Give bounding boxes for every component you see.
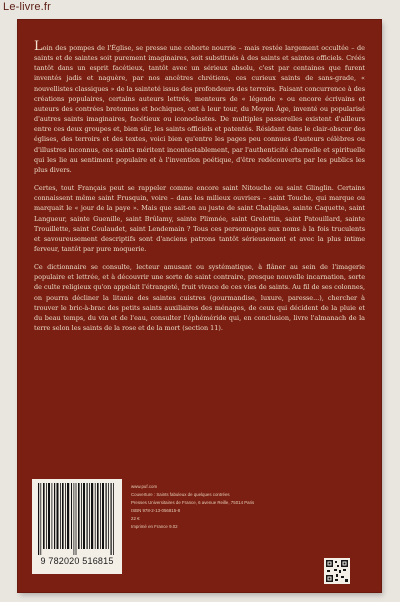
barcode-bars-icon: [36, 481, 118, 556]
barcode-number: 9 782020 516815: [40, 556, 114, 566]
qr-pattern-icon: [324, 558, 350, 584]
info-line: 22 €: [131, 516, 140, 522]
blurb-text: [34, 39, 365, 333]
info-line: ISBN 978-2-13-056815-8: [131, 508, 181, 514]
info-line: Presses Universitaires de France, 6 avenue Reille, 75014 Paris: [131, 500, 255, 506]
drop-cap: L: [34, 39, 43, 54]
blurb-paragraph-1: [34, 39, 365, 175]
paragraph-1-text: oin des pompes de l'Église, se presse une cohorte nourrie – mais restée largement occultée – de saints et de saintes soit purement imaginaires, soit substitués à des saints et saintes officiels. Créés tantôt dans un esprit facétieux, tantôt avec un sérieux absolu, c'est par centaines que furent inventés jadis et naguère, par nos ancêtres chrétiens, ces curieux saints de sans-grade, « nouvellistes classiques » de la sainteté issus des profondeurs des terroirs. Faisant concurrence à des créations populaires, certains auteurs lettrés, menteurs de « légende » ou encore écrivains et auteurs des contrées bretonnes et bochiques, ont à leur tour, du Moyen Âge, inventé ou popularisé d'autres saints imaginaires, facétieux ou iconoclastes. De multiples passerelles existent d'ailleurs entre ces deux groupes et, bien sûr, les saints officiels et patentés. Résidant dans le clair-obscur des églises, des terroirs et des textes, voici bien qu'entre les pages peu connues d'auteurs célèbres ou d'illustres inconnus, ces saints méritent incontestablement, par l'authenticité charnelle et spirituelle qui les lie au sentiment populaire et à l'invention poétique, d'être redécouverts par les publics les plus divers.: [34, 44, 365, 174]
qr-code-icon: [324, 558, 350, 584]
blurb-paragraph-3: Ce dictionnaire se consulte, lecteur amusant ou systématique, à flâner au sein de l'imagerie populaire et lettrée, et à découvrir une sorte de saint contraire, presque nouvelle incarnation, sorte de culte religieux qu'on appelait l'étrangeté, fruit vivace de ces vies de saints. Au fil de ses colonnes, on pourra décliner la litanie des saintes cuistres (gourmandise, luxure, paresse...), chercher à trouver le bric-à-brac des petits saints auxiliaires des ménages, de ceux qui décident de la pluie et du beau temps, du vin et de l'eau, consulter l'éphéméride qui, en conclusion, livre l'almanach de la terre selon les saints de la rose et de la mort (section 11).: [34, 263, 365, 333]
publisher-info: [131, 483, 331, 532]
printed-in-line: Imprimé en France 9.02: [131, 524, 178, 530]
book-back-cover: [18, 20, 381, 592]
barcode: [32, 479, 122, 574]
info-line: Couverture : Saints fabuleux de quelques contrées: [131, 492, 230, 498]
watermark-text: Le-livre.fr: [3, 1, 52, 13]
blurb-paragraph-2: Certes, tout Français peut se rappeler comme encore saint Nitouche ou saint Glinglin. Certains connaissent même saint Frusquin, voire – dans les milieux ouvriers – saint Touche, qui marque ou marquait le « jour de la paye ». Mais que sait-on au juste de saint Chaliplias, sainte Caquette, saint Langueur, sainte Guenille, saint Brûlamy, sainte Plimnée, saint Grelottin, saint Patouillard, sainte Trouillette, saint Coulaudet, saint Lendemain ? Tous ces personnages aux noms à la fois truculents et savoureusement descriptifs sont d'anciens patrons tantôt sérieusement et avec la plus intime ferveur, tantôt par pure moquerie.: [34, 184, 365, 253]
cover-bottom-section: [18, 466, 381, 592]
info-line: www.puf.com: [131, 484, 158, 489]
